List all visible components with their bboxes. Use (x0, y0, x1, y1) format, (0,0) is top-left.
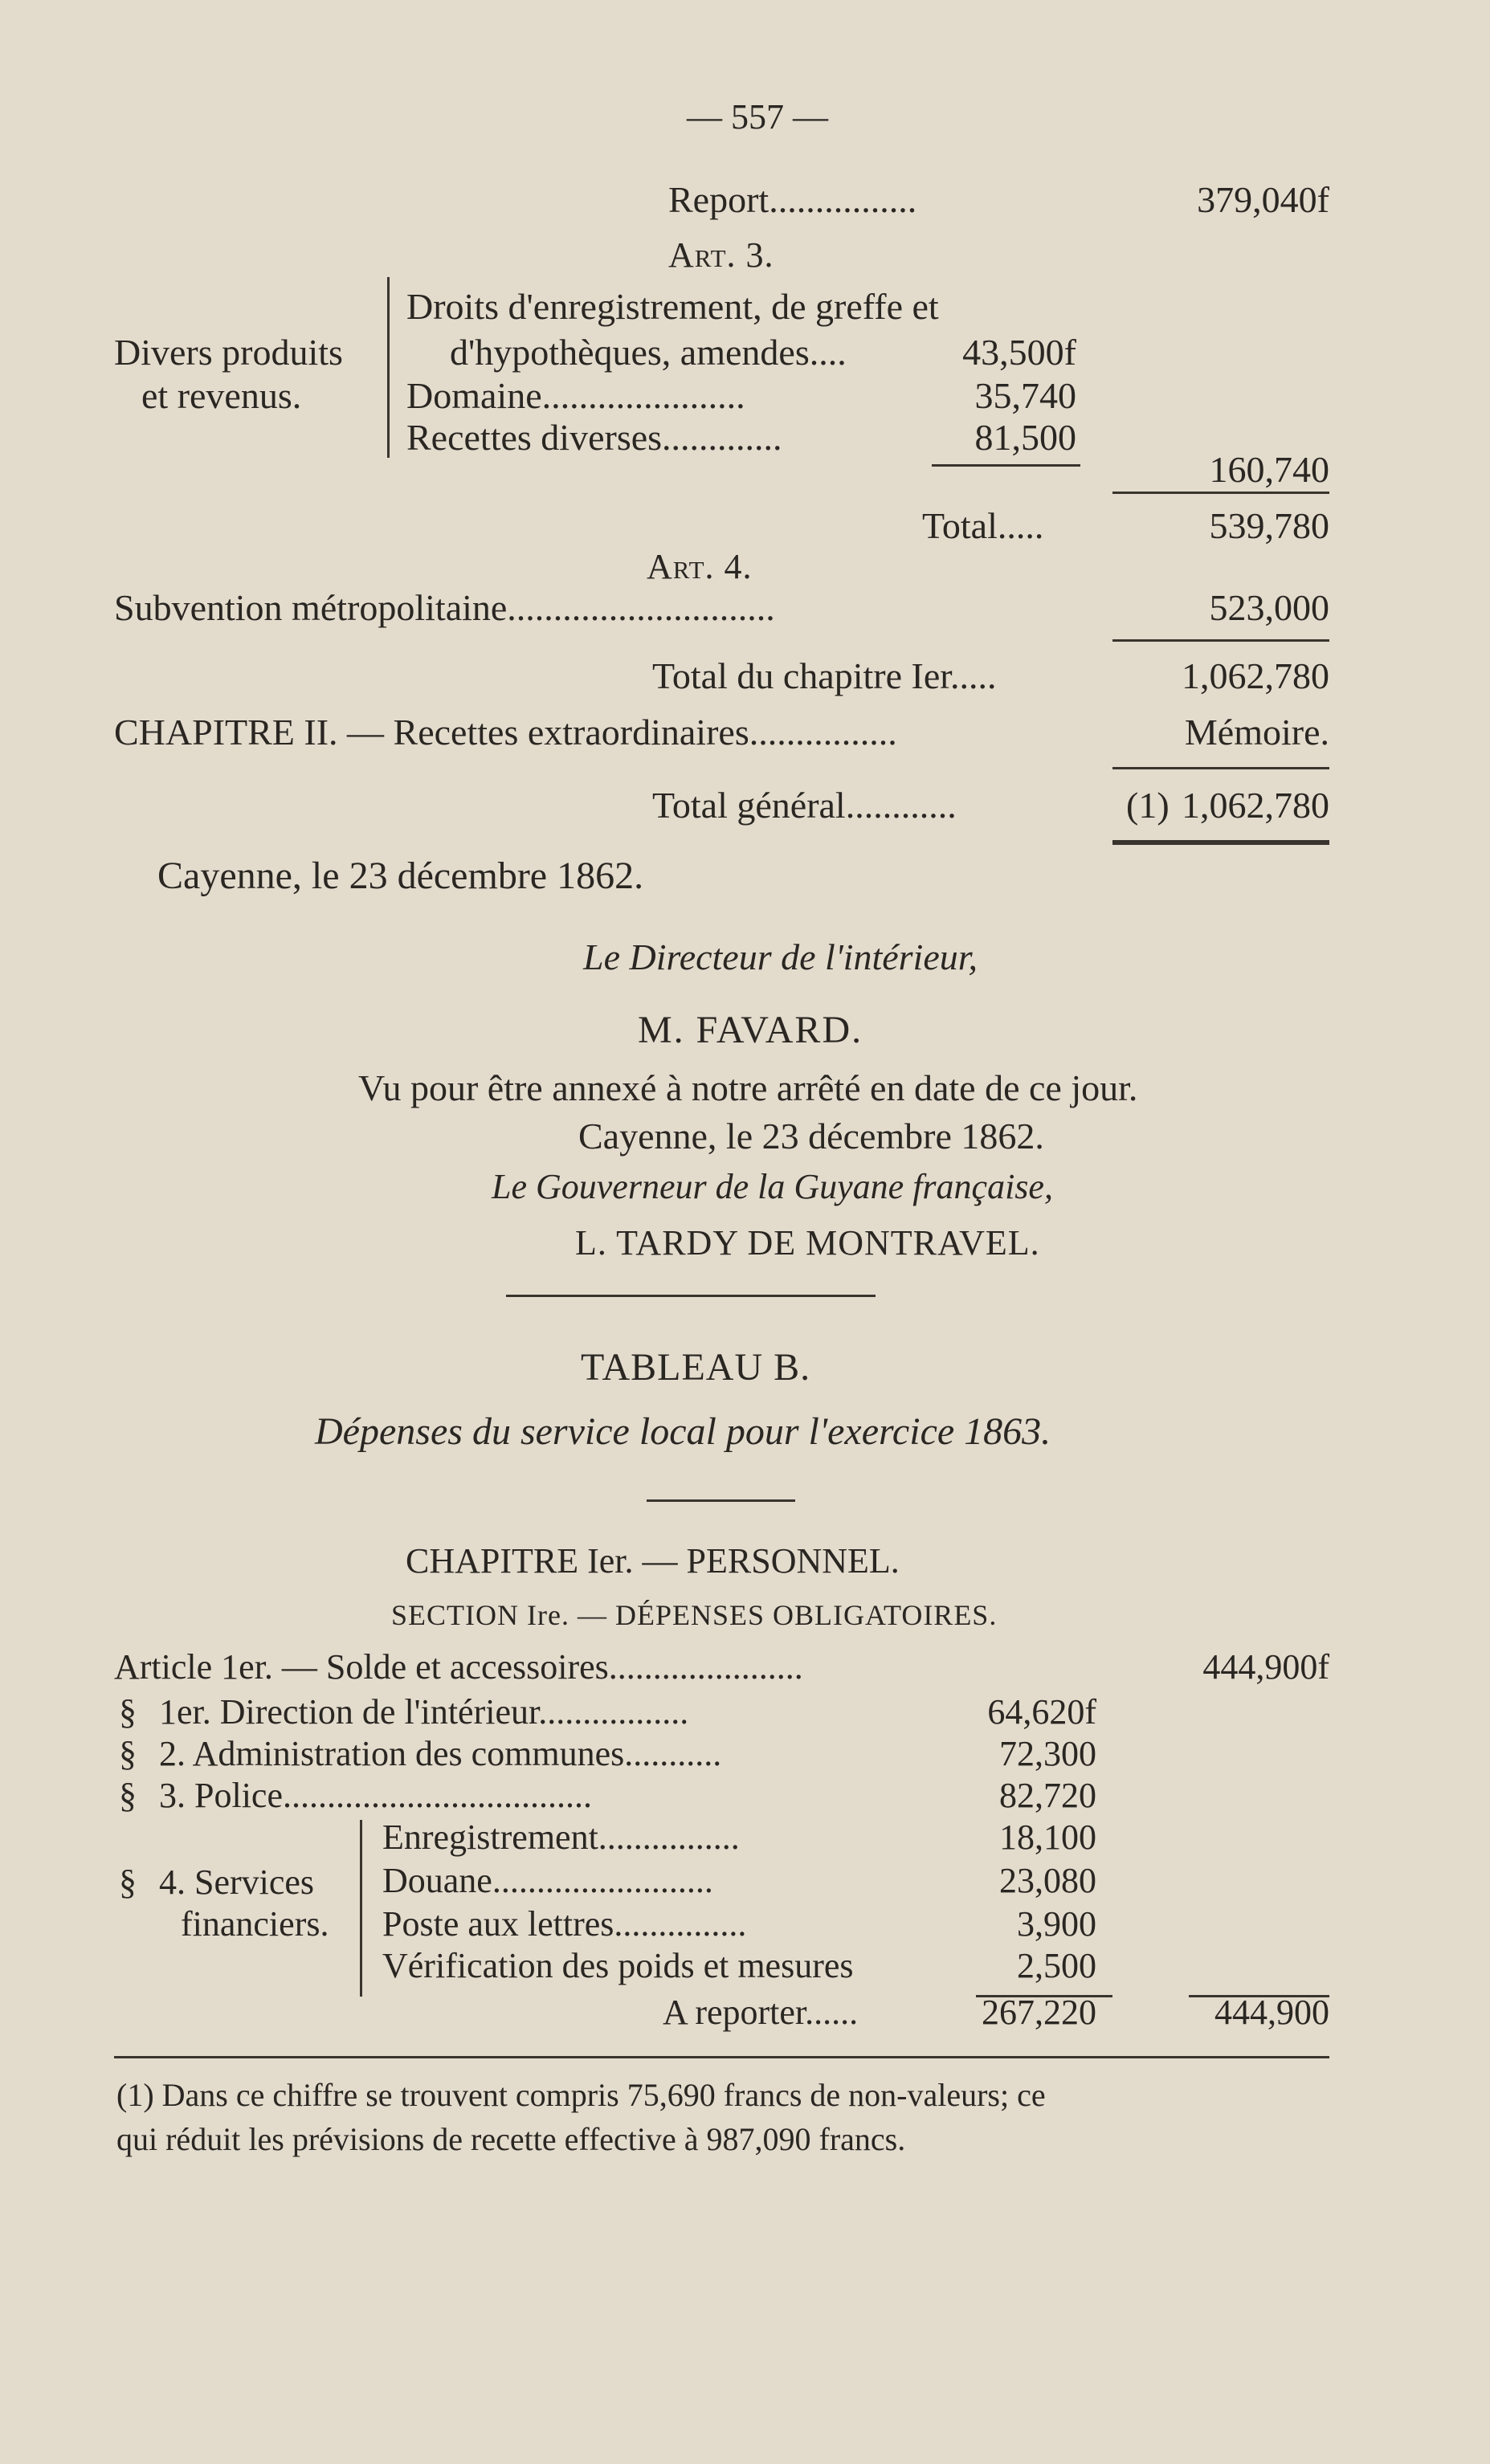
tableau-subtitle: Dépenses du service local pour l'exercice 1863. (315, 1410, 1051, 1453)
paragraph-2-value: 72,300 (999, 1734, 1096, 1773)
page-number: — 557 — (687, 97, 828, 137)
chapitre2-value: Mémoire. (1184, 712, 1329, 753)
services-group-label-1: 4. Services (159, 1862, 315, 1902)
art3-item-3-value: 81,500 (974, 417, 1076, 458)
art4-label: Subvention métropolitaine............................. (114, 587, 775, 628)
total-general-label: Total général............ (652, 785, 957, 826)
signature-2-title: Le Gouverneur de la Guyane française, (492, 1167, 1053, 1206)
separator-rule-1 (506, 1295, 876, 1297)
services-item-1-label: Enregistrement................ (382, 1817, 740, 1857)
report-value: 379,040f (1197, 179, 1329, 220)
paragraph-1-value: 64,620f (987, 1692, 1096, 1732)
art3-group-label-2: et revenus. (141, 375, 302, 416)
chapitre1-title: CHAPITRE Ier. — PERSONNEL. (406, 1541, 900, 1581)
paragraph-3-value: 82,720 (999, 1776, 1096, 1815)
art3-subtotal: 160,740 (1209, 449, 1329, 490)
total-label: Total..... (922, 505, 1044, 546)
art3-group-label-1: Divers produits (114, 332, 343, 373)
art4-value: 523,000 (1209, 587, 1329, 628)
services-item-2-label: Douane......................... (382, 1861, 713, 1900)
report-label: Report................ (668, 179, 917, 220)
services-item-4-label: Vérification des poids et mesures (382, 1946, 854, 1985)
footnote-line-1: (1) Dans ce chiffre se trouvent compris 75,690 francs de non-valeurs; ce (116, 2077, 1046, 2113)
subtotal-rule (1112, 492, 1329, 494)
total-chapitre-label: Total du chapitre Ier..... (652, 655, 997, 696)
a-reporter-value-1: 267,220 (982, 1993, 1096, 2032)
services-item-2-value: 23,080 (999, 1861, 1096, 1900)
vu-line: Vu pour être annexé à notre arrêté en date de ce jour. (358, 1067, 1138, 1108)
separator-rule-2 (647, 1499, 795, 1502)
chapitre2-rule (1112, 767, 1329, 769)
date-line: Cayenne, le 23 décembre 1862. (157, 855, 644, 897)
services-brace (360, 1820, 362, 1997)
a-reporter-label: A reporter...... (663, 1993, 859, 2032)
signature-1-name: M. FAVARD. (638, 1009, 863, 1051)
art3-brace (387, 277, 390, 458)
total-general-rule (1112, 840, 1329, 845)
art3-item-2-label: Domaine...................... (406, 375, 745, 416)
art3-title: Art. 3. (668, 235, 774, 275)
tableau-title: TABLEAU B. (581, 1346, 811, 1389)
services-mark: § (119, 1862, 137, 1902)
total-general-value: 1,062,780 (1182, 785, 1329, 826)
signature-2-name: L. TARDY DE MONTRAVEL. (575, 1223, 1040, 1263)
services-item-4-value: 2,500 (1017, 1946, 1096, 1985)
footnote-rule (114, 2056, 1329, 2058)
art3-rule (932, 464, 1080, 467)
art4-title: Art. 4. (647, 547, 753, 586)
paragraph-2-mark: § (119, 1734, 137, 1773)
art3-item-3-label: Recettes diverses............. (406, 417, 782, 458)
article1-value: 444,900f (1202, 1647, 1329, 1687)
services-item-3-value: 3,900 (1017, 1904, 1096, 1944)
services-group-label-2: financiers. (181, 1904, 329, 1944)
paragraph-2-label: 2. Administration des communes........... (159, 1734, 722, 1773)
paragraph-1-mark: § (119, 1692, 137, 1732)
total-value: 539,780 (1209, 505, 1329, 546)
date-line-2: Cayenne, le 23 décembre 1862. (578, 1116, 1044, 1157)
footnote-line-2: qui réduit les prévisions de recette effective à 987,090 francs. (116, 2121, 906, 2157)
paragraph-3-label: 3. Police................................... (159, 1776, 592, 1815)
chapitre2-label: CHAPITRE II. — Recettes extraordinaires................ (114, 712, 897, 753)
a-reporter-value-2: 444,900 (1214, 1993, 1329, 2032)
art3-item-1-label-2: d'hypothèques, amendes.... (450, 332, 847, 373)
art3-item-1-value: 43,500f (962, 332, 1076, 373)
signature-1-title: Le Directeur de l'intérieur, (583, 936, 978, 977)
article1-label: Article 1er. — Solde et accessoires...................... (114, 1647, 803, 1687)
chapitre1-section: SECTION Ire. — DÉPENSES OBLIGATOIRES. (391, 1599, 998, 1631)
art3-item-2-value: 35,740 (974, 375, 1076, 416)
total-general-note-ref: (1) (1126, 785, 1170, 826)
services-item-1-value: 18,100 (999, 1817, 1096, 1857)
services-item-3-label: Poste aux lettres............... (382, 1904, 747, 1944)
total-chapitre-value: 1,062,780 (1182, 655, 1329, 696)
paragraph-1-label: 1er. Direction de l'intérieur................. (159, 1692, 689, 1732)
art4-rule (1112, 639, 1329, 642)
art3-item-1-label-1: Droits d'enregistrement, de greffe et (406, 286, 939, 327)
paragraph-3-mark: § (119, 1776, 137, 1815)
